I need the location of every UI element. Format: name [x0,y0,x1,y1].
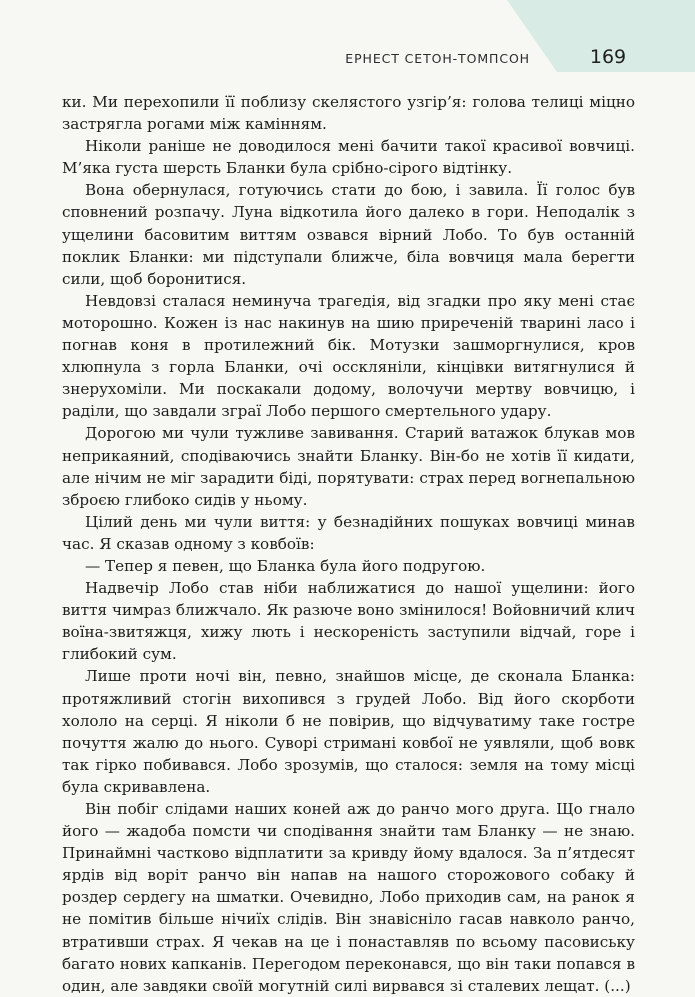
paragraph: Ніколи раніше не доводилося мені бачити такої красивої вовчиці. М’яка густа шерсть Бланки була срібно-сірого відтінку. [62,137,635,178]
paragraph: Невдовзі сталася неминуча трагедія, від згадки про яку мені стає моторошно. Кожен із нас накинув на шию приреченій тварині ласо і погнав коня в протилежний бік. Мотузки зашморгнулися, кров хлюпнула з горла Бланки, очі осскляніли, кінцівки витягнулися й знерухоміли. Ми поскакали додому, волочучи мертву вовчицю, і раділи, що завдали зграї Лобо першого смертельного удару. [62,291,635,421]
paragraph: Лише проти ночі він, певно, знайшов місце, де сконала Бланка: протяжливий стогін вихопився з грудей Лобо. Від його скорботи хололо на серці. Я ніколи б не повірив, що відчуватиму таке гостре почуття жалю до нього. Суворі стримані ковбої не уявляли, щоб вовк так гірко побивався. Лобо зрозумів, що сталося: земля на тому місці була скривавлена. [62,667,635,796]
paragraph: Надвечір Лобо став ніби наближатися до нашої ущелини: його виття чимраз ближчало. Як разюче воно змінилося! Войовничий клич воїна-звитяжця, хижу лють і нескореність заступили відчай, горе і глибокий сум. [62,579,635,664]
dialogue-line: — Тепер я певен, що Бланка була його подругою. [85,556,486,575]
paragraph: Він побіг слідами наших коней аж до ранчо мого друга. Що гнало його — жадоба помсти чи сподівання знайти там Бланку — не знаю. Принаймні частково відплатити за кривду йому вдалося. За п’ятдесят ярдів від воріт ранчо він напав на нашого сторожового собаку й роздер сердегу на шматки. Очевидно, Лобо приходив сам, на ранок я не помітив більше нічиїх слідів. Він знавісніло гасав навколо ранчо, втративши страх. Я чекав на це і понаставляв по всьому пасовиську багато нових капканів. Перегодом переконався, що він таки попався в один, але завдяки своїй могутній силі вирвався зі сталевих лещат. (...) [62,800,635,995]
paragraph: Цілий день ми чули виття: у безнадійних пошуках вовчиці минав час. Я сказав одному з ковбоїв: [62,512,635,553]
running-head-author: ЕРНЕСТ СЕТОН-ТОМПСОН [345,51,530,66]
page-number: 169 [589,46,627,68]
paragraph: ки. Ми перехопили її поблизу скелястого узгір’я: голова телиці міцно застрягла рогами між камінням. [62,93,635,134]
paragraph: Вона обернулася, готуючись стати до бою, і завила. Її голос був сповнений розпачу. Луна відкотила його далеко в гори. Неподалік з ущелини басовитим виттям озвався вірний Лобо. То був останній поклик Бланки: ми підступали ближче, біла вовчиця мала берегти сили, щоб боронитися. [62,181,635,288]
body-text [62,91,635,997]
paragraph: Дорогою ми чули тужливе завивання. Старий ватажок блукав мов неприкаяний, сподіваючись знайти Бланку. Він-бо не хотів її кидати, але нічим не міг зарадити біді, порятувати: страх перед вогнепальною зброєю глибоко сидів у ньому. [62,424,635,509]
